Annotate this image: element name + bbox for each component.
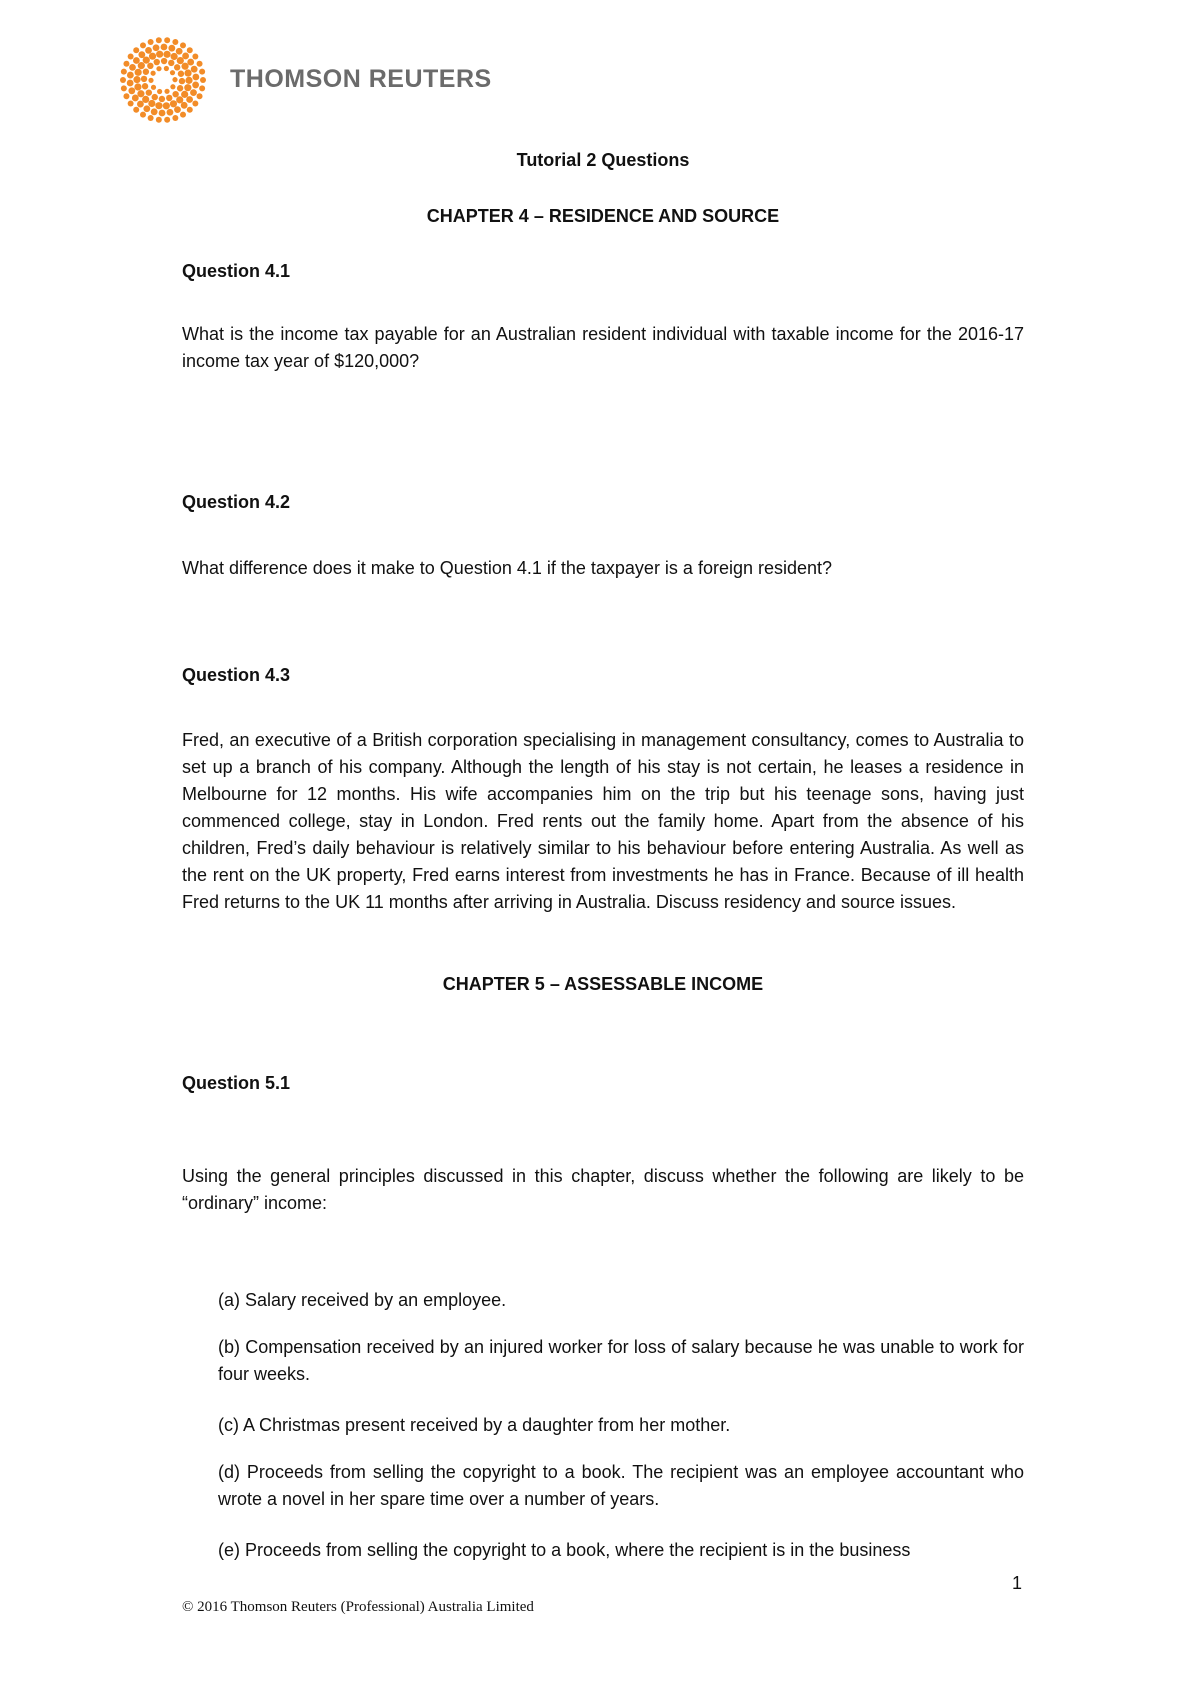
logo-dot: [164, 117, 170, 123]
logo-dot: [199, 69, 205, 75]
logo-dot: [148, 78, 153, 83]
logo-dot: [137, 90, 144, 97]
logo-dot: [154, 59, 160, 65]
logo-dot: [166, 95, 172, 101]
logo-dot: [177, 57, 184, 64]
logo-dot: [147, 63, 153, 69]
logo-dot: [133, 76, 140, 83]
logo-dot: [176, 96, 183, 103]
logo-dot: [161, 44, 168, 51]
logo-dot: [152, 94, 158, 100]
logo-dot: [128, 101, 134, 107]
logo-dot: [138, 51, 145, 58]
question-4-3-text: Fred, an executive of a British corporation specialising in management consultancy, comes to Australia to set up a branch of his company. Although the length of his stay is not certain, he leases a residence in Melbourne for 12 months. His wife accompanies him on the trip but his teenage sons, having just commenced college, stay in London. Fred rents out the family home. Apart from the absence of his children, Fred’s daily behaviour is relatively similar to his behaviour before entering Australia. As well as the rent on the UK property, Fred earns interest from investments he has in France. Because of ill health Fred returns to the UK 11 months after arriving in Australia. Discuss residency and source issues.: [182, 730, 1024, 912]
list-item-a: (a) Salary received by an employee.: [218, 1290, 507, 1310]
logo-dot: [197, 61, 203, 67]
question-4-3-label: Question 4.3: [182, 665, 291, 685]
question-4-1-text: What is the income tax payable for an Australian resident individual with taxable income for the 2016-17 income tax year of $120,000?: [182, 324, 1024, 371]
logo-dot: [176, 48, 183, 55]
logo-dot: [127, 80, 134, 87]
logo-dot: [184, 84, 191, 91]
logo-dot: [172, 77, 177, 82]
logo-dot: [180, 112, 186, 118]
logo-dot: [172, 115, 178, 121]
logo-dot: [171, 53, 178, 60]
document-title: Tutorial 2 Questions: [516, 150, 690, 170]
logo-dot: [123, 61, 129, 67]
logo-dot: [192, 74, 199, 81]
logo-dot: [120, 77, 126, 83]
logo-dot: [181, 63, 188, 70]
logo-dot: [129, 64, 136, 71]
logo-dot: [174, 64, 180, 70]
logo-text: THOMSON REUTERS: [230, 65, 492, 93]
logo-dot: [140, 112, 146, 118]
logo-dot: [145, 47, 152, 54]
logo-dot: [177, 85, 183, 91]
logo-dot: [159, 96, 165, 102]
logo-dot: [156, 37, 162, 43]
page-number: 1: [1012, 1573, 1023, 1593]
logo-dot: [133, 57, 140, 64]
logo-dot: [128, 53, 134, 59]
logo-dot: [186, 96, 193, 103]
logo-dot: [148, 115, 154, 121]
logo-dot: [163, 102, 170, 109]
logo-dot: [143, 69, 149, 75]
logo-dot: [170, 84, 175, 89]
list-item-b: (b) Compensation received by an injured worker for loss of salary because he was unable to work for four weeks.: [218, 1337, 1024, 1384]
logo-dot: [156, 117, 162, 123]
logo-dot: [137, 101, 144, 108]
logo-dot: [133, 47, 139, 53]
question-4-1-label: Question 4.1: [182, 261, 291, 281]
logo-dot: [133, 107, 139, 113]
logo-dot: [178, 71, 184, 77]
logo-dot: [153, 44, 160, 51]
copyright-footer: © 2016 Thomson Reuters (Professional) Australia Limited: [182, 1599, 534, 1615]
logo-dot: [163, 51, 170, 58]
logo-dot: [190, 89, 197, 96]
chapter-4-heading: CHAPTER 4 – RESIDENCE AND SOURCE: [426, 206, 780, 226]
logo-dot: [127, 72, 134, 79]
logo-dot: [197, 93, 203, 99]
logo-dot: [180, 42, 186, 48]
logo-dot: [123, 93, 129, 99]
logo-dot: [146, 89, 152, 95]
logo-dot: [149, 53, 156, 60]
logo-dot: [170, 70, 175, 75]
logo-dot: [128, 87, 135, 94]
logo-dot: [140, 42, 146, 48]
logo-dot: [174, 106, 181, 113]
logo-dot: [192, 53, 198, 59]
list-item-c: (c) A Christmas present received by a daughter from her mother.: [218, 1415, 731, 1435]
logo-dot: [121, 69, 127, 75]
logo-dot: [148, 100, 155, 107]
logo-dot: [132, 95, 139, 102]
logo-dot: [151, 108, 158, 115]
logo-dot: [167, 109, 174, 116]
logo-dot: [187, 107, 193, 113]
logo-dot: [184, 69, 191, 76]
logo-dot: [172, 39, 178, 45]
chapter-5-heading: CHAPTER 5 – ASSESSABLE INCOME: [442, 974, 764, 994]
logo-dot: [191, 66, 198, 73]
logo-dot: [141, 76, 147, 82]
logo-dot: [142, 83, 148, 89]
logo-dot: [199, 85, 205, 91]
logo-dot: [143, 105, 150, 112]
question-4-2-text: What difference does it make to Question 4.1 if the taxpayer is a foreign resident?: [182, 558, 833, 578]
logo-dot: [200, 77, 206, 83]
list-item-d: (d) Proceeds from selling the copyright to a book. The recipient was an employee accountant who wrote a novel in her spare time over a number of years.: [218, 1462, 1024, 1509]
logo-dot: [164, 37, 170, 43]
logo-dot: [181, 91, 188, 98]
logo-dot: [168, 60, 174, 66]
logo-dot: [187, 59, 194, 66]
logo-dot: [143, 57, 150, 64]
logo-dot: [138, 62, 145, 69]
logo-dot: [182, 53, 189, 60]
question-5-1-text: Using the general principles discussed in this chapter, discuss whether the following are likely to be “ordinary” income:: [182, 1166, 1024, 1213]
logo-dot: [185, 77, 192, 84]
logo-dot: [181, 102, 188, 109]
question-4-2-label: Question 4.2: [182, 492, 291, 512]
logo-dot: [148, 39, 154, 45]
logo-dot: [164, 66, 169, 71]
logo-dot: [159, 110, 166, 117]
logo-dot: [170, 100, 177, 107]
logo-dot: [142, 96, 149, 103]
logo-dot: [151, 85, 156, 90]
logo-dot: [161, 58, 167, 64]
logo-dot: [192, 101, 198, 107]
logo-dot: [192, 82, 199, 89]
logo-dot: [151, 71, 156, 76]
logo-dot: [135, 69, 142, 76]
logo-dot: [157, 89, 162, 94]
question-5-1-label: Question 5.1: [182, 1073, 291, 1093]
logo-dot-ring-icon: [118, 35, 208, 125]
logo-dot: [156, 66, 161, 71]
logo-dot: [134, 83, 141, 90]
logo-dot: [155, 102, 162, 109]
logo-dot: [179, 78, 185, 84]
logo-dot: [156, 51, 163, 58]
logo-dot: [172, 91, 178, 97]
logo-dot: [164, 89, 169, 94]
list-item-e: (e) Proceeds from selling the copyright to a book, where the recipient is in the business: [218, 1540, 911, 1560]
logo-dot: [187, 47, 193, 53]
thomson-reuters-logo: [118, 35, 538, 130]
logo-dot: [121, 85, 127, 91]
logo-dot: [168, 45, 175, 52]
